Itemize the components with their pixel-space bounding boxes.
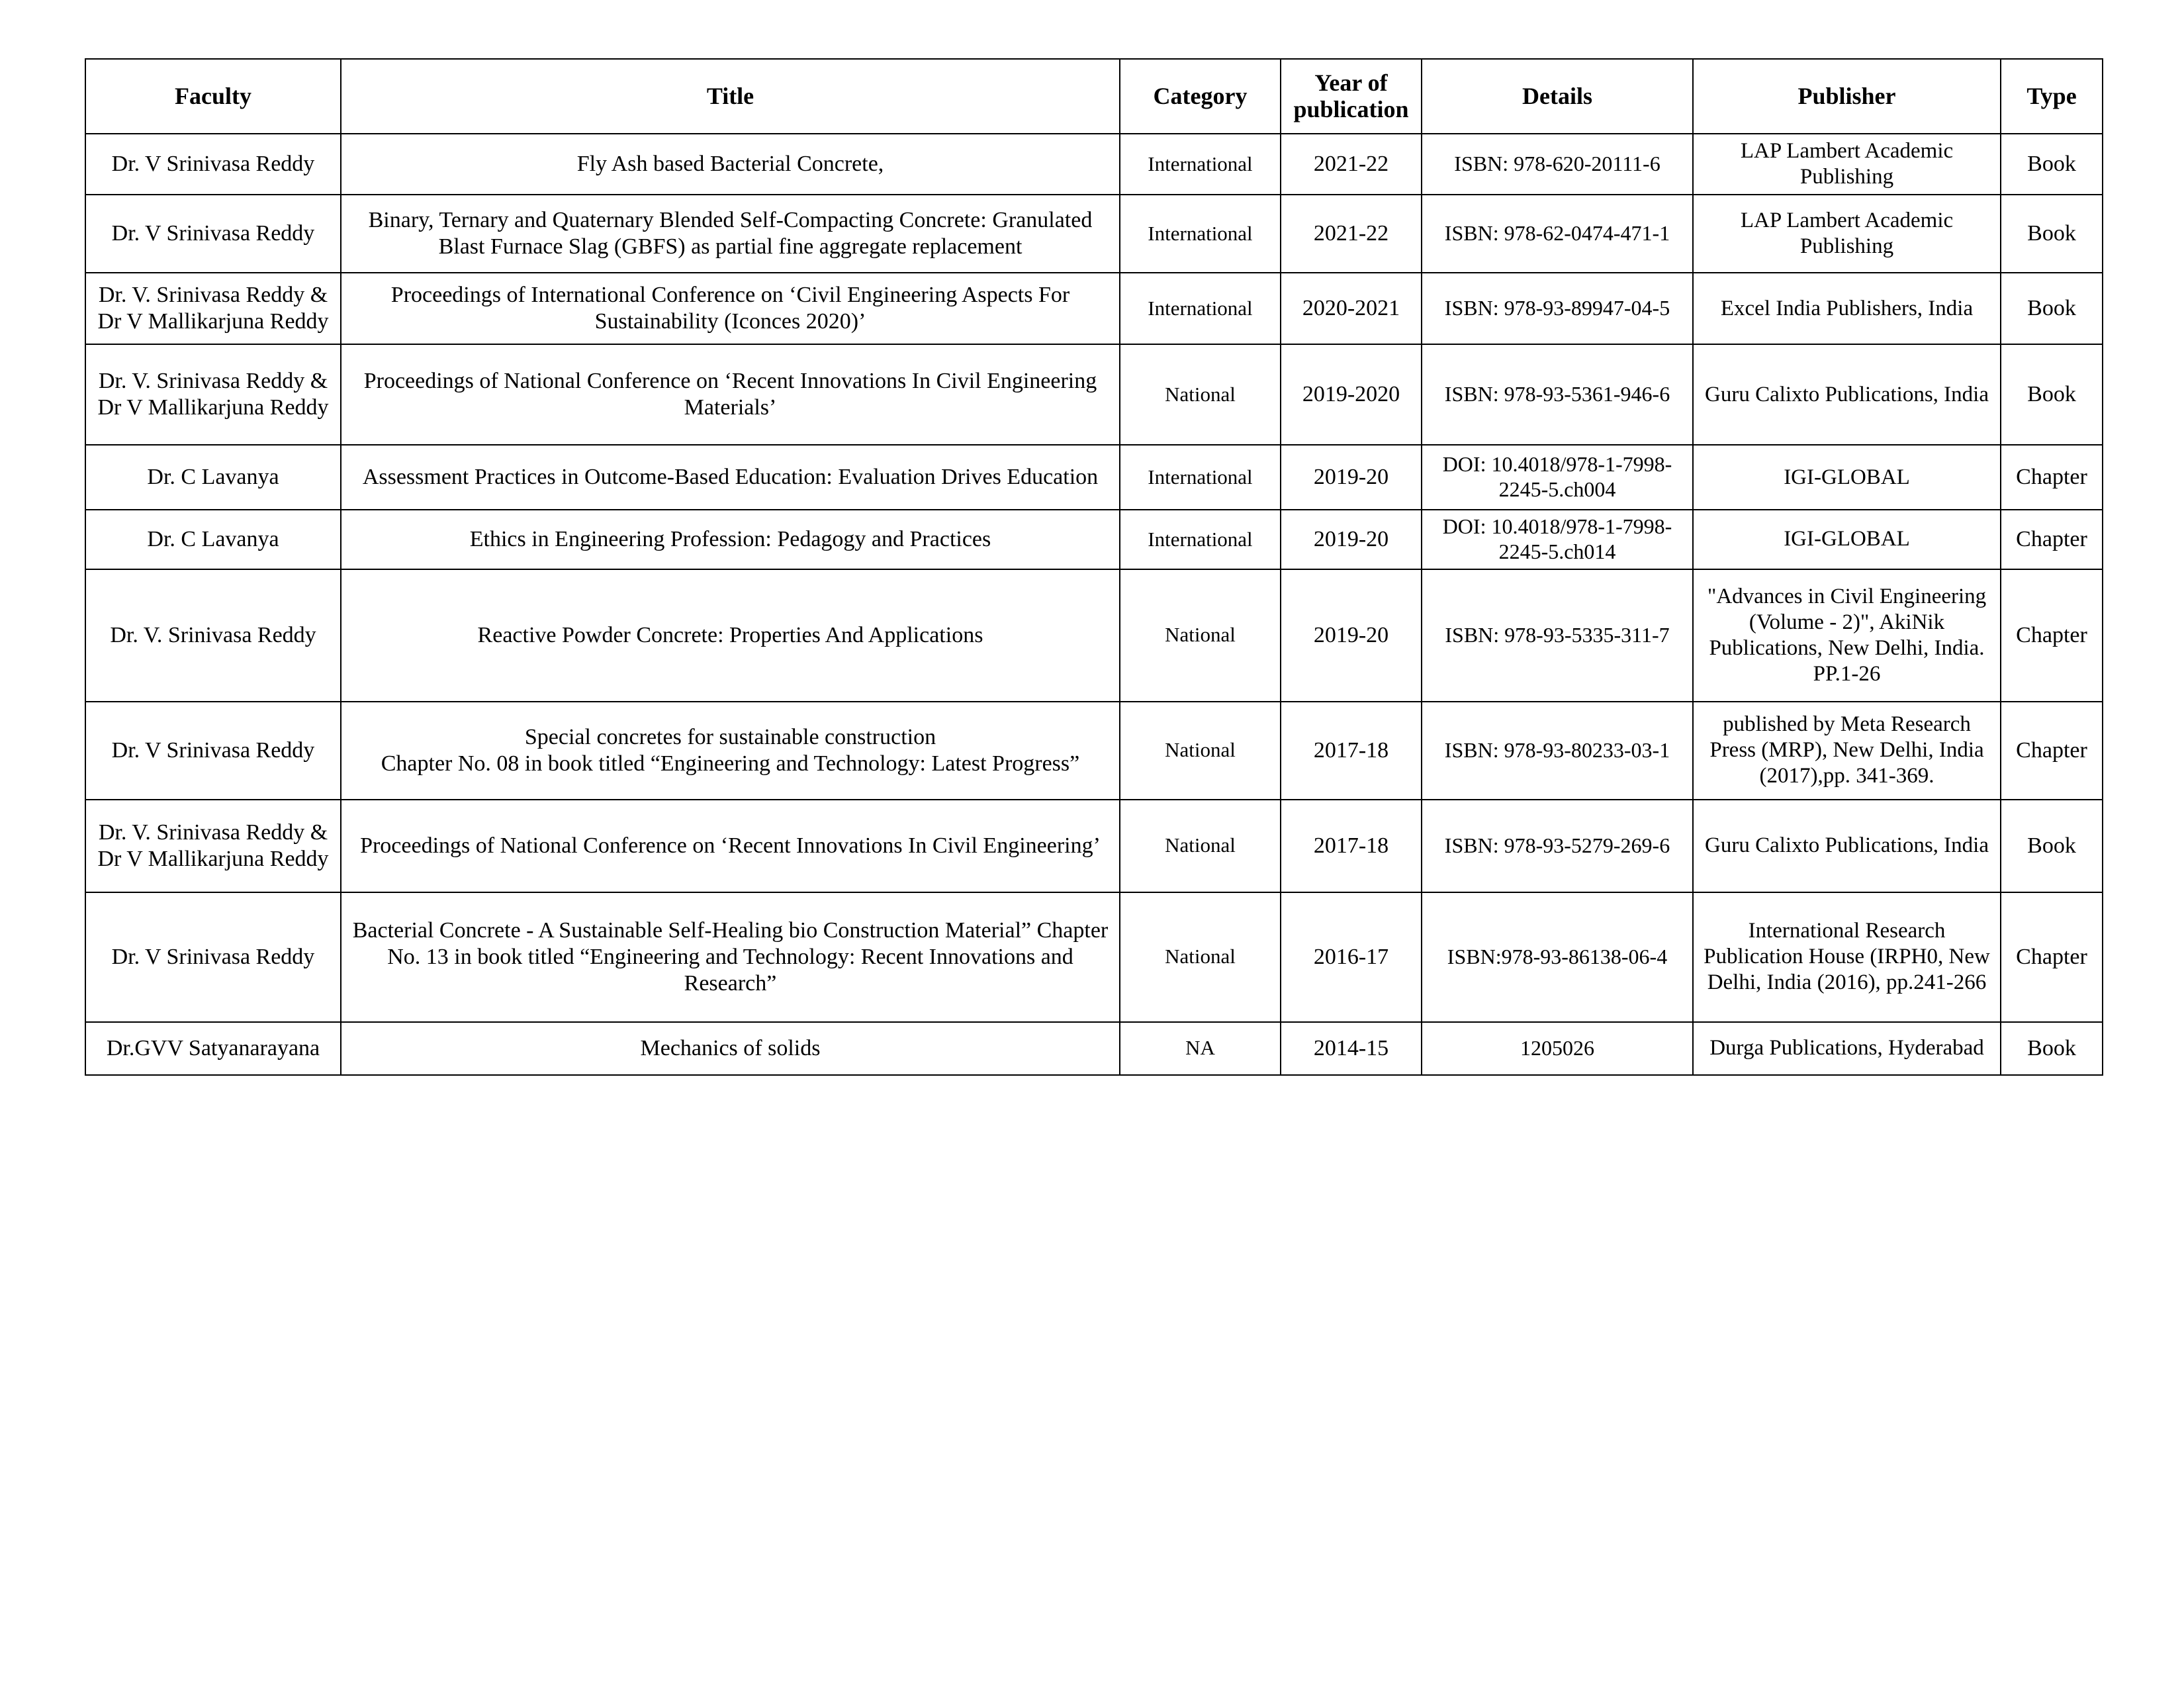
cell-faculty: Dr. C Lavanya <box>85 510 341 569</box>
cell-type: Book <box>2001 344 2103 445</box>
cell-title: Proceedings of National Conference on ‘Recent Innovations In Civil Engineering Materials’ <box>341 344 1120 445</box>
cell-title: Bacterial Concrete - A Sustainable Self-Healing bio Construction Material” Chapter No. 13 in book titled “Engineering and Technology: Recent Innovations and Research” <box>341 892 1120 1022</box>
cell-title: Reactive Powder Concrete: Properties And Applications <box>341 569 1120 702</box>
cell-details: ISBN: 978-62-0474-471-1 <box>1422 195 1693 273</box>
table-row <box>85 445 2103 510</box>
cell-title: Assessment Practices in Outcome-Based Education: Evaluation Drives Education <box>341 445 1120 510</box>
cell-details: DOI: 10.4018/978-1-7998-2245-5.ch014 <box>1422 510 1693 569</box>
cell-year: 2019-20 <box>1281 445 1422 510</box>
table-header-row <box>85 59 2103 134</box>
cell-year: 2019-20 <box>1281 510 1422 569</box>
cell-title: Special concretes for sustainable construction Chapter No. 08 in book titled “Engineering and Technology: Latest Progress” <box>341 702 1120 800</box>
cell-faculty: Dr. C Lavanya <box>85 445 341 510</box>
cell-category: National <box>1120 569 1281 702</box>
table-row <box>85 134 2103 195</box>
cell-year: 2019-20 <box>1281 569 1422 702</box>
table-row <box>85 344 2103 445</box>
cell-publisher: Guru Calixto Publications, India <box>1693 344 2001 445</box>
cell-faculty: Dr. V Srinivasa Reddy <box>85 892 341 1022</box>
faculty-publications-table <box>85 58 2103 1076</box>
cell-faculty: Dr. V. Srinivasa Reddy & Dr V Mallikarjuna Reddy <box>85 273 341 344</box>
cell-details: ISBN: 978-620-20111-6 <box>1422 134 1693 195</box>
cell-publisher: LAP Lambert Academic Publishing <box>1693 195 2001 273</box>
column-header-category: Category <box>1120 59 1281 134</box>
cell-faculty: Dr. V. Srinivasa Reddy & Dr V Mallikarjuna Reddy <box>85 800 341 892</box>
cell-type: Chapter <box>2001 510 2103 569</box>
cell-faculty: Dr. V Srinivasa Reddy <box>85 702 341 800</box>
cell-publisher: International Research Publication House (IRPH0, New Delhi, India (2016), pp.241-266 <box>1693 892 2001 1022</box>
table-row <box>85 569 2103 702</box>
cell-category: International <box>1120 445 1281 510</box>
cell-publisher: LAP Lambert Academic Publishing <box>1693 134 2001 195</box>
cell-year: 2016-17 <box>1281 892 1422 1022</box>
table-row <box>85 195 2103 273</box>
cell-publisher: Guru Calixto Publications, India <box>1693 800 2001 892</box>
table-body <box>85 134 2103 1075</box>
cell-type: Book <box>2001 273 2103 344</box>
cell-category: National <box>1120 702 1281 800</box>
cell-details: ISBN: 978-93-89947-04-5 <box>1422 273 1693 344</box>
cell-category: NA <box>1120 1022 1281 1075</box>
cell-category: International <box>1120 134 1281 195</box>
cell-details: DOI: 10.4018/978-1-7998-2245-5.ch004 <box>1422 445 1693 510</box>
cell-details: ISBN: 978-93-5335-311-7 <box>1422 569 1693 702</box>
table-row <box>85 273 2103 344</box>
cell-title: Proceedings of National Conference on ‘Recent Innovations In Civil Engineering’ <box>341 800 1120 892</box>
cell-title: Binary, Ternary and Quaternary Blended Self-Compacting Concrete: Granulated Blast Furnace Slag (GBFS) as partial fine aggregate replacement <box>341 195 1120 273</box>
cell-publisher: Durga Publications, Hyderabad <box>1693 1022 2001 1075</box>
cell-year: 2017-18 <box>1281 800 1422 892</box>
column-header-details: Details <box>1422 59 1693 134</box>
cell-title: Fly Ash based Bacterial Concrete, <box>341 134 1120 195</box>
cell-faculty: Dr. V. Srinivasa Reddy <box>85 569 341 702</box>
cell-type: Book <box>2001 195 2103 273</box>
cell-year: 2021-22 <box>1281 134 1422 195</box>
cell-category: International <box>1120 273 1281 344</box>
cell-publisher: IGI-GLOBAL <box>1693 510 2001 569</box>
column-header-year-line2: publication <box>1293 95 1409 122</box>
cell-details: 1205026 <box>1422 1022 1693 1075</box>
cell-faculty: Dr. V Srinivasa Reddy <box>85 134 341 195</box>
column-header-title: Title <box>341 59 1120 134</box>
column-header-year-line1: Year of <box>1314 70 1388 96</box>
cell-type: Chapter <box>2001 569 2103 702</box>
cell-title: Ethics in Engineering Profession: Pedagogy and Practices <box>341 510 1120 569</box>
cell-type: Book <box>2001 1022 2103 1075</box>
table-row <box>85 800 2103 892</box>
table-row <box>85 892 2103 1022</box>
cell-year: 2020-2021 <box>1281 273 1422 344</box>
table-header <box>85 59 2103 134</box>
cell-type: Chapter <box>2001 702 2103 800</box>
cell-year: 2017-18 <box>1281 702 1422 800</box>
table-row <box>85 510 2103 569</box>
cell-type: Chapter <box>2001 892 2103 1022</box>
cell-publisher: IGI-GLOBAL <box>1693 445 2001 510</box>
cell-faculty: Dr.GVV Satyanarayana <box>85 1022 341 1075</box>
cell-category: International <box>1120 195 1281 273</box>
cell-publisher: Excel India Publishers, India <box>1693 273 2001 344</box>
cell-faculty: Dr. V Srinivasa Reddy <box>85 195 341 273</box>
table-row <box>85 1022 2103 1075</box>
cell-publisher: "Advances in Civil Engineering (Volume - 2)", AkiNik Publications, New Delhi, India. PP.1-26 <box>1693 569 2001 702</box>
cell-details: ISBN:978-93-86138-06-4 <box>1422 892 1693 1022</box>
cell-year: 2021-22 <box>1281 195 1422 273</box>
cell-details: ISBN: 978-93-80233-03-1 <box>1422 702 1693 800</box>
table-row <box>85 702 2103 800</box>
column-header-faculty: Faculty <box>85 59 341 134</box>
cell-title: Mechanics of solids <box>341 1022 1120 1075</box>
cell-category: National <box>1120 800 1281 892</box>
cell-year: 2019-2020 <box>1281 344 1422 445</box>
cell-category: National <box>1120 892 1281 1022</box>
cell-details: ISBN: 978-93-5361-946-6 <box>1422 344 1693 445</box>
cell-type: Book <box>2001 134 2103 195</box>
cell-details: ISBN: 978-93-5279-269-6 <box>1422 800 1693 892</box>
column-header-year <box>1281 59 1422 134</box>
column-header-publisher: Publisher <box>1693 59 2001 134</box>
cell-type: Book <box>2001 800 2103 892</box>
cell-category: National <box>1120 344 1281 445</box>
cell-year: 2014-15 <box>1281 1022 1422 1075</box>
cell-title: Proceedings of International Conference on ‘Civil Engineering Aspects For Sustainability (Iconces 2020)’ <box>341 273 1120 344</box>
cell-category: International <box>1120 510 1281 569</box>
cell-publisher: published by Meta Research Press (MRP), New Delhi, India (2017),pp. 341-369. <box>1693 702 2001 800</box>
column-header-type: Type <box>2001 59 2103 134</box>
cell-type: Chapter <box>2001 445 2103 510</box>
cell-faculty: Dr. V. Srinivasa Reddy & Dr V Mallikarjuna Reddy <box>85 344 341 445</box>
